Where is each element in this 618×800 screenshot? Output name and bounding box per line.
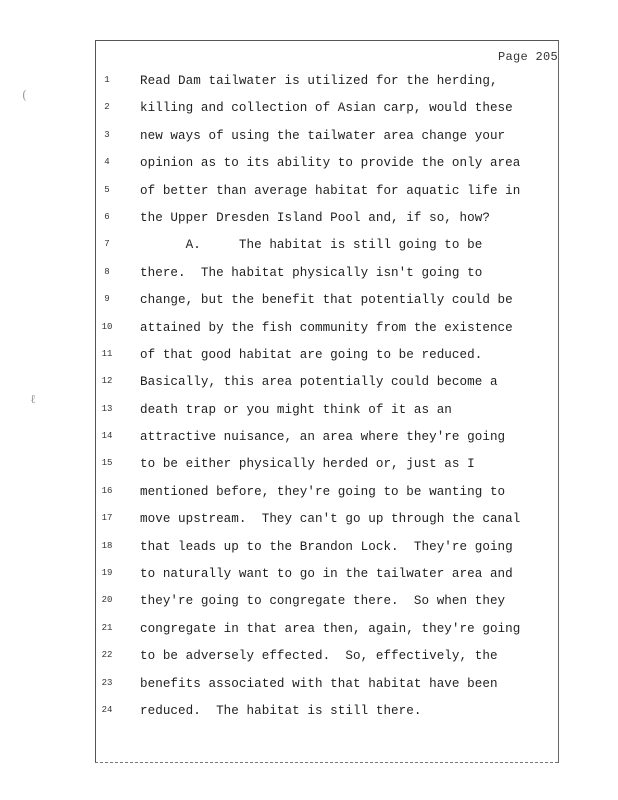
transcript-line — [0, 703, 618, 730]
line-number: 9 — [104, 294, 110, 305]
line-number: 2 — [104, 102, 110, 113]
transcript-line — [0, 676, 618, 703]
line-number: 3 — [104, 129, 110, 140]
line-text: mentioned before, they're going to be wanting to — [140, 484, 506, 499]
transcript-line — [0, 456, 618, 483]
transcript-line — [0, 128, 618, 155]
line-number: 16 — [101, 485, 113, 496]
line-text: reduced. The habitat is still there. — [140, 703, 422, 718]
transcript-line — [0, 265, 618, 292]
line-number: 4 — [104, 157, 110, 168]
line-number: 21 — [101, 622, 113, 633]
transcript-line — [0, 292, 618, 319]
line-number: 15 — [101, 458, 113, 469]
line-number: 23 — [101, 677, 113, 688]
line-number: 17 — [101, 513, 113, 524]
line-text: A. The habitat is still going to be — [140, 238, 483, 253]
line-number: 6 — [104, 211, 110, 222]
line-text: to be adversely effected. So, effectively, the — [140, 649, 498, 664]
line-number: 12 — [101, 376, 113, 387]
transcript-line — [0, 429, 618, 456]
line-text: to be either physically herded or, just as I — [140, 457, 475, 472]
line-number: 20 — [101, 595, 113, 606]
transcript-line — [0, 183, 618, 210]
line-text: congregate in that area then, again, they're going — [140, 621, 521, 636]
line-number: 11 — [101, 348, 113, 359]
line-text: Read Dam tailwater is utilized for the herding, — [140, 74, 498, 88]
line-text: to naturally want to go in the tailwater area and — [140, 567, 513, 582]
line-text: new ways of using the tailwater area change your — [140, 128, 506, 143]
margin-mark-icon: ℓ — [30, 392, 36, 406]
transcript-line — [0, 347, 618, 374]
line-number: 1 — [104, 75, 110, 85]
transcript-line — [0, 539, 618, 566]
transcript-line — [0, 100, 618, 127]
line-text: benefits associated with that habitat have been — [140, 676, 498, 691]
line-number: 22 — [101, 650, 113, 661]
page-number: Page 205 — [497, 50, 558, 64]
transcript-line — [0, 155, 618, 182]
line-number: 13 — [101, 403, 113, 414]
transcript-line — [0, 484, 618, 511]
line-text: they're going to congregate there. So when they — [140, 594, 506, 609]
line-text: move upstream. They can't go up through the canal — [140, 512, 521, 527]
line-number: 10 — [101, 321, 113, 332]
margin-mark-icon: ( — [22, 88, 27, 102]
transcript-body — [0, 73, 618, 730]
transcript-line — [0, 374, 618, 401]
line-text: killing and collection of Asian carp, would these — [140, 101, 513, 116]
transcript-line — [0, 73, 618, 100]
line-number: 5 — [104, 184, 110, 195]
line-text: opinion as to its ability to provide the only area — [140, 156, 521, 171]
transcript-line — [0, 210, 618, 237]
line-text: the Upper Dresden Island Pool and, if so, how? — [140, 210, 490, 225]
line-text: that leads up to the Brandon Lock. They're going — [140, 539, 513, 554]
transcript-line — [0, 566, 618, 593]
line-number: 14 — [101, 431, 113, 442]
line-text: attained by the fish community from the existence — [140, 320, 513, 335]
line-text: attractive nuisance, an area where they're going — [140, 430, 506, 445]
transcript-line — [0, 402, 618, 429]
transcript-line — [0, 320, 618, 347]
line-text: change, but the benefit that potentially could be — [140, 293, 513, 308]
line-text: of that good habitat are going to be reduced. — [140, 347, 483, 362]
line-number: 19 — [101, 568, 113, 579]
transcript-line — [0, 621, 618, 648]
transcript-line — [0, 511, 618, 538]
line-number: 7 — [104, 239, 110, 250]
line-number: 18 — [101, 540, 113, 551]
line-text: Basically, this area potentially could become a — [140, 375, 498, 390]
transcript-line — [0, 648, 618, 675]
page-bottom-rule — [95, 762, 558, 763]
transcript-line — [0, 593, 618, 620]
line-text: of better than average habitat for aquatic life in — [140, 183, 521, 198]
line-text: there. The habitat physically isn't going to — [140, 265, 483, 280]
transcript-line — [0, 237, 618, 264]
line-text: death trap or you might think of it as an — [140, 402, 452, 417]
line-number: 24 — [101, 704, 113, 715]
line-number: 8 — [104, 266, 110, 277]
